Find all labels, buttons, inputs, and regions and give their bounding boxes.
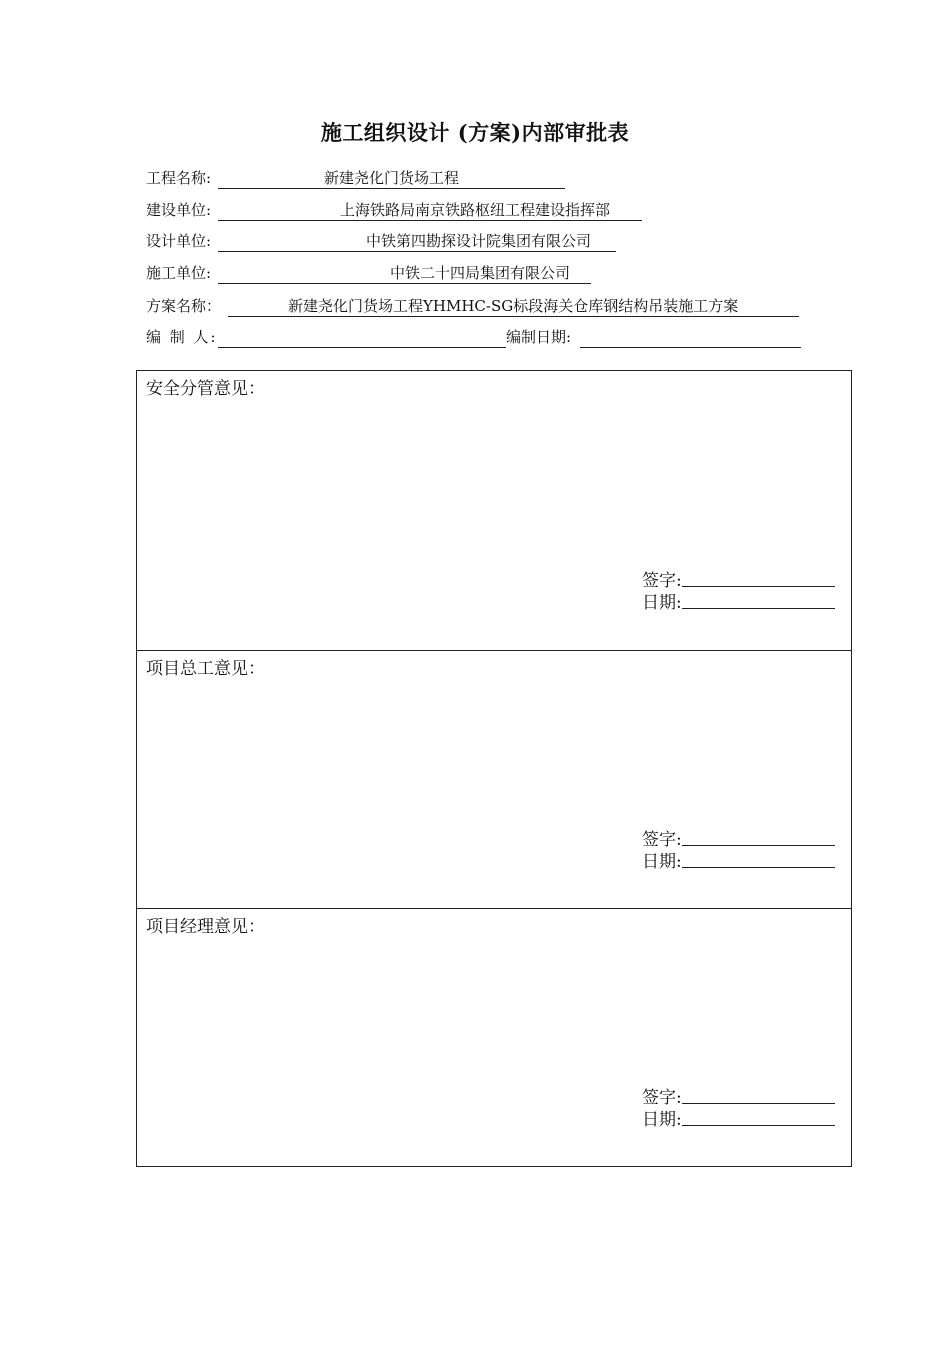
field-value[interactable] xyxy=(228,296,799,317)
date-field[interactable] xyxy=(682,1109,835,1126)
section-heading: 项目经理意见： xyxy=(146,917,265,937)
field-value[interactable] xyxy=(218,231,616,252)
date-label: 日期: xyxy=(642,1110,682,1130)
field-value-text: 上海铁路局南京铁路枢纽工程建设指挥部 xyxy=(340,201,611,219)
date-line[interactable] xyxy=(642,1109,835,1131)
field-value-text: 中铁第四勘探设计院集团有限公司 xyxy=(366,232,592,250)
field-value[interactable] xyxy=(218,200,642,221)
field-value-text: 中铁二十四局集团有限公司 xyxy=(390,264,571,282)
field-owner-unit xyxy=(146,200,666,224)
field-label: 建设单位: xyxy=(146,201,212,219)
date-label: 日期: xyxy=(642,852,682,872)
section-chief-engineer xyxy=(136,650,852,909)
page-title: 施工组织设计 (方案)内部审批表 xyxy=(320,120,630,145)
field-value[interactable]: 新建尧化门货场工程 xyxy=(218,168,565,189)
date-field[interactable] xyxy=(682,851,835,868)
field-label: 设计单位: xyxy=(146,232,212,250)
field-author-date xyxy=(146,327,806,351)
signature-label: 签字: xyxy=(642,830,682,850)
field-label: 工程名称: xyxy=(146,169,212,187)
signature-label: 签字: xyxy=(642,571,682,591)
field-label-date: 编制日期: xyxy=(506,328,572,346)
date-label: 日期: xyxy=(642,593,682,613)
field-label-author: 编 制 人: xyxy=(146,328,218,346)
field-scheme-name xyxy=(146,296,806,320)
compile-date-value[interactable] xyxy=(580,327,801,348)
section-heading: 安全分管意见： xyxy=(146,379,265,399)
date-line[interactable] xyxy=(642,592,835,614)
signature-line[interactable] xyxy=(642,1087,835,1109)
signature-line[interactable] xyxy=(642,829,835,851)
author-value[interactable] xyxy=(218,327,506,348)
field-label: 方案名称： xyxy=(146,297,222,315)
field-construction-unit xyxy=(146,263,646,287)
date-line[interactable] xyxy=(642,851,835,873)
field-label: 施工单位: xyxy=(146,264,212,282)
field-value[interactable] xyxy=(218,263,591,284)
field-project-name xyxy=(146,168,646,192)
signature-label: 签字: xyxy=(642,1088,682,1108)
section-safety xyxy=(136,370,852,651)
field-design-unit xyxy=(146,231,646,255)
signature-line[interactable] xyxy=(642,570,835,592)
field-value-text: 新建尧化门货场工程YHMHC-SG标段海关仓库钢结构吊装施工方案 xyxy=(288,297,739,315)
date-field[interactable] xyxy=(682,592,835,609)
signature-field[interactable] xyxy=(682,1087,835,1104)
section-heading: 项目总工意见： xyxy=(146,659,265,679)
signature-field[interactable] xyxy=(682,829,835,846)
section-project-manager xyxy=(136,908,852,1167)
signature-field[interactable] xyxy=(682,570,835,587)
